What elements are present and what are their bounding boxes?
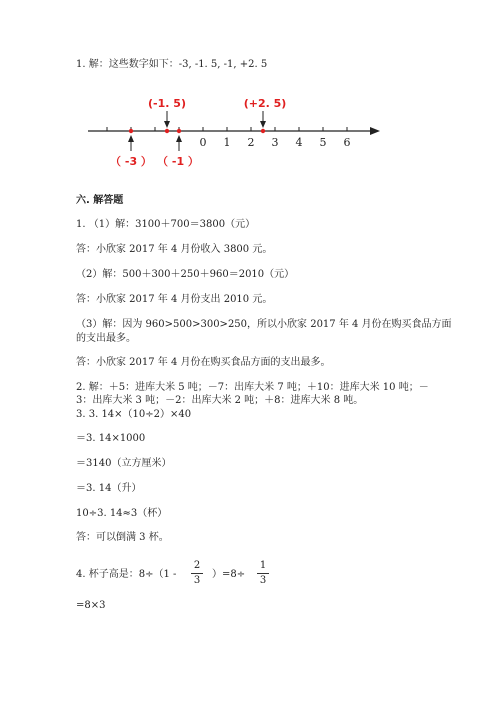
arrow-up-icon	[176, 135, 182, 142]
q4-fraction-1-3	[257, 560, 269, 587]
q1-answer2: 答：小欣家 2017 年 4 月份支出 2010 元。	[76, 294, 273, 305]
point-neg1	[177, 129, 181, 133]
q1-answer3: 答：小欣家 2017 年 4 月份在购买食品方面的支出最多。	[76, 357, 331, 368]
q1-part1: 1. （1）解：3100＋700＝3800（元）	[76, 219, 256, 230]
tick-label-1: 1	[223, 136, 231, 149]
tick-label-0: 0	[199, 136, 207, 149]
q1-part3-line2: 的支出最多。	[76, 333, 136, 344]
tick-label-3: 3	[271, 136, 279, 149]
q3-line4: ＝3. 14（升）	[76, 483, 142, 494]
q4-middle: ）=8÷	[212, 569, 246, 580]
q4-prefix: 4. 杯子高是：8÷（1 -	[76, 569, 177, 580]
point-pos2-5	[261, 129, 265, 133]
point-neg3	[129, 129, 133, 133]
q4-fraction-2-3	[191, 560, 203, 587]
arrow-down-icon	[164, 121, 170, 128]
fraction-denominator: 3	[259, 575, 267, 586]
label-neg1-5: (-1. 5)	[148, 97, 186, 110]
fraction-numerator: 1	[257, 560, 269, 574]
q1-solution-text: 1. 解：这些数字如下：-3, -1. 5, -1, +2. 5	[76, 59, 268, 70]
label-pos2-5: (+2. 5)	[243, 97, 287, 110]
section-title: 六. 解答题	[76, 195, 124, 206]
q3-answer: 答：可以倒满 3 杯。	[76, 532, 169, 543]
fraction-denominator: 3	[193, 575, 201, 586]
tick-label-2: 2	[247, 136, 255, 149]
axis-arrow-icon	[370, 127, 380, 135]
label-neg3: （ -3 ）	[110, 155, 152, 168]
q1-part3-line1: （3）解：因为 960>500>300>250，所以小欣家 2017 年 4 月份在购买食品方面	[76, 319, 452, 330]
arrow-up-icon	[128, 135, 134, 142]
q3-line1: 3. 3. 14×（10÷2）×40	[76, 409, 192, 420]
tick-label-4: 4	[295, 136, 303, 149]
q3-line5: 10÷3. 14≈3（杯）	[76, 508, 168, 519]
fraction-numerator: 2	[191, 560, 203, 574]
point-neg1-5	[165, 129, 169, 133]
q1-part2: （2）解：500＋300＋250＋960＝2010（元）	[76, 269, 295, 280]
arrow-down-icon	[260, 121, 266, 128]
q2-line2: 3：出库大米 3 吨；－2：出库大米 2 吨；＋8：进库大米 8 吨。	[76, 395, 364, 406]
label-neg1: （ -1 ）	[157, 155, 199, 168]
number-line	[0, 0, 500, 180]
tick-label-6: 6	[343, 136, 351, 149]
q3-line2: ＝3. 14×1000	[76, 433, 146, 444]
tick-label-5: 5	[319, 136, 327, 149]
q2-line1: 2. 解：＋5：进库大米 5 吨；－7：出库大米 7 吨；＋10：进库大米 10 吨；－	[76, 382, 429, 393]
q3-line3: ＝3140（立方厘米）	[76, 458, 172, 469]
q4-line2: =8×3	[76, 600, 106, 611]
q1-answer1: 答：小欣家 2017 年 4 月份收入 3800 元。	[76, 244, 273, 255]
